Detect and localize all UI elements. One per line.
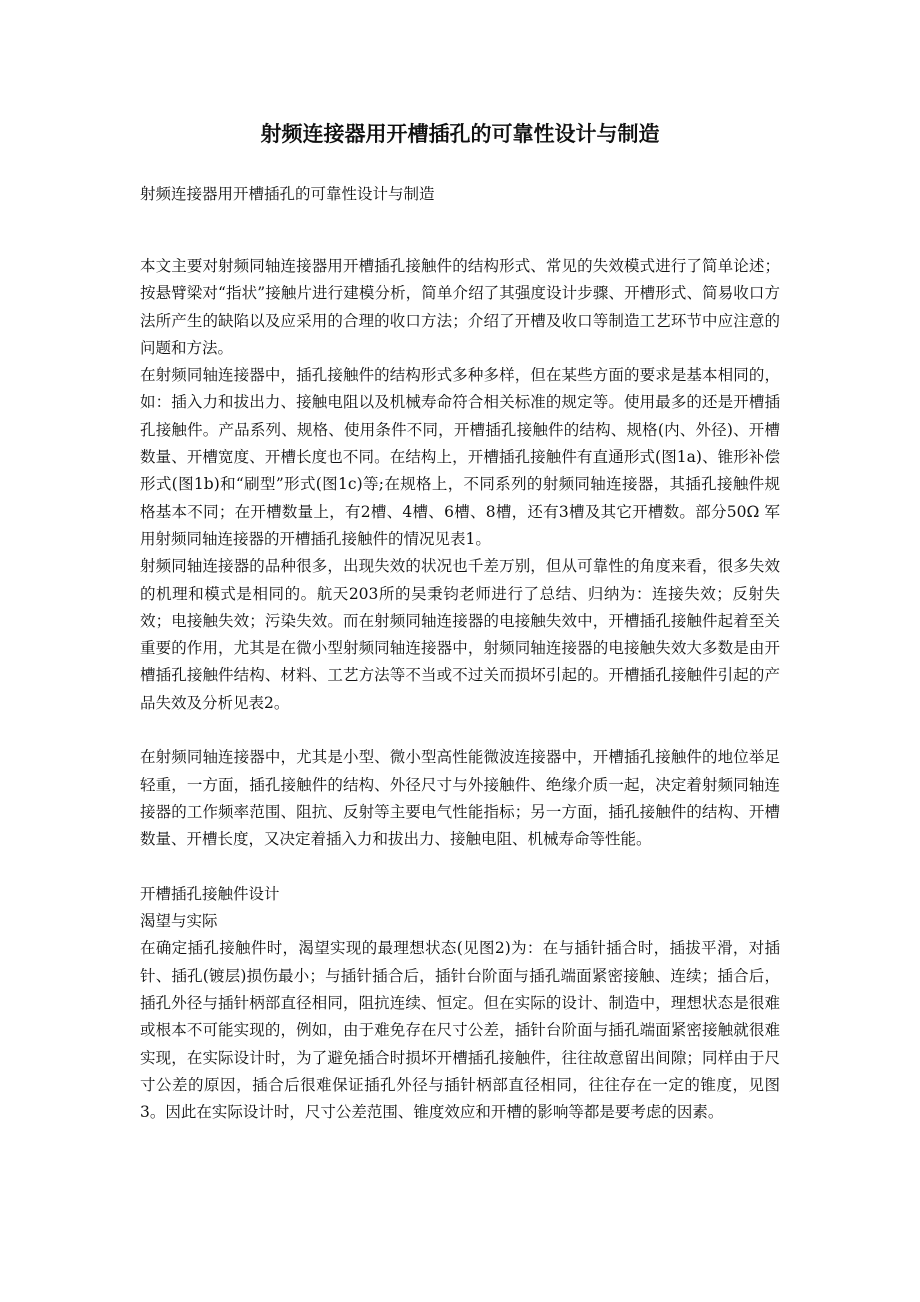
paragraph-abstract: 本文主要对射频同轴连接器用开槽插孔接触件的结构形式、常见的失效模式进行了简单论述；按悬臂梁对“指状”接触片进行建模分析，简单介绍了其强度设计步骤、开槽形式、简易收口方法所产生的缺陷以及应采用的合理的收口方法；介绍了开槽及收口等制造工艺环节中应注意的问题和方法。 bbox=[140, 257, 780, 357]
document-title: 射频连接器用开槽插孔的可靠性设计与制造 bbox=[260, 121, 660, 146]
document-body bbox=[140, 253, 780, 1127]
document-subtitle: 射频连接器用开槽插孔的可靠性设计与制造 bbox=[140, 185, 435, 203]
paragraph-gap bbox=[140, 854, 780, 881]
subsection-heading: 渴望与实际 bbox=[140, 912, 218, 931]
section-heading: 开槽插孔接触件设计 bbox=[140, 884, 280, 903]
paragraph-ideal-vs-actual: 在确定插孔接触件时，渴望实现的最理想状态(见图2)为：在与插针插合时，插拔平滑，对插针、插孔(镀层)损伤最小；与插针插合后，插针台阶面与插孔端面紧密接触、连续；插合后，插孔外径与插针柄部直径相同，阻抗连续、恒定。但在实际的设计、制造中，理想状态是很难或根本不可能实现的，例如，由于难免存在尺寸公差，插针台阶面与插孔端面紧密接触就很难实现，在实际设计时，为了避免插合时损坏开槽插孔接触件，往往故意留出间隙；同样由于尺寸公差的原因，插合后很难保证插孔外径与插针柄部直径相同，往往存在一定的锥度，见图3。因此在实际设计时，尺寸公差范围、锥度效应和开槽的影响等都是要考虑的因素。 bbox=[140, 939, 780, 1122]
paragraph-importance: 在射频同轴连接器中，尤其是小型、微小型高性能微波连接器中，开槽插孔接触件的地位举足轻重，一方面，插孔接触件的结构、外径尺寸与外接触件、绝缘介质一起，决定着射频同轴连接器的工作频率范围、阻抗、反射等主要电气性能指标；另一方面，插孔接触件的结构、开槽数量、开槽长度，又决定着插入力和拔出力、接触电阻、机械寿命等性能。 bbox=[140, 748, 780, 849]
paragraph-gap bbox=[140, 717, 780, 744]
paragraph-structure: 在射频同轴连接器中，插孔接触件的结构形式多种多样，但在某些方面的要求是基本相同的，如：插入力和拔出力、接触电阻以及机械寿命符合相关标准的规定等。使用最多的还是开槽插孔接触件。产品系列、规格、使用条件不同，开槽插孔接触件的结构、规格(内、外径)、开槽数量、开槽宽度、开槽长度也不同。在结构上，开槽插孔接触件有直通形式(图1a)、锥形补偿形式(图1b)和“刷型”形式(图1c)等;在规格上，不同系列的射频同轴连接器，其插孔接触件规格基本不同；在开槽数量上，有2槽、4槽、6槽、8槽，还有3槽及其它开槽数。部分50Ω 军用射频同轴连接器的开槽插孔接触件的情况见表1。 bbox=[140, 366, 780, 548]
paragraph-failure: 射频同轴连接器的品种很多，出现失效的状况也千差万别，但从可靠性的角度来看，很多失效的机理和模式是相同的。航天203所的吴秉钧老师进行了总结、归纳为：连接失效；反射失效；电接触失效；污染失效。而在射频同轴连接器的电接触失效中，开槽插孔接触件起着至关重要的作用，尤其是在微小型射频同轴连接器中，射频同轴连接器的电接触失效大多数是由开槽插孔接触件结构、材料、工艺方法等不当或不过关而损坏引起的。开槽插孔接触件引起的产品失效及分析见表2。 bbox=[140, 557, 780, 712]
